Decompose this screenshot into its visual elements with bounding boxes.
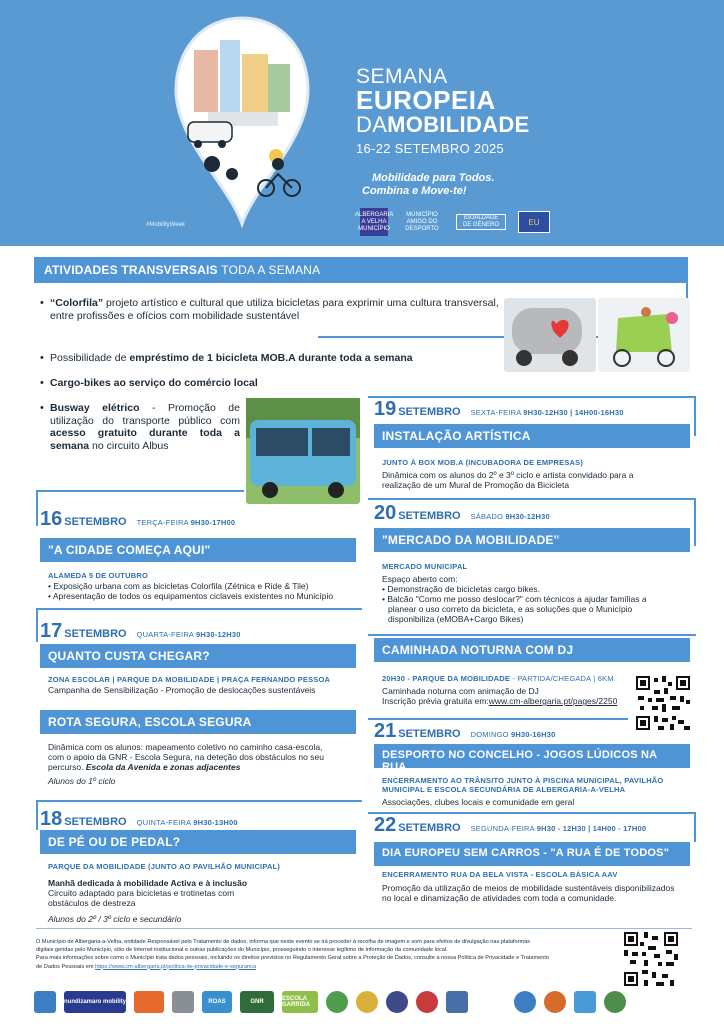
tricycle-photo xyxy=(598,298,690,372)
nundizamaro-logo: nundizamaro mobility xyxy=(64,991,126,1013)
title-line1: SEMANA xyxy=(356,65,448,88)
walk-qr-code[interactable] xyxy=(634,674,692,732)
divider xyxy=(36,608,362,610)
colorfila-bike-photo xyxy=(504,298,596,372)
privacy-notice: O Município de Albergaria-a-Velha, entidade Responsável pelo Tratamento de dados, informa que neste evento se irá proceder à recolha de imagem e som para efeitos de divulgação nas plataformas digitais geridas pelo Município, sítio de Internet institucional e outras publicações do Município, prosseguindo o interesse legítimo de informação da comunidade local. Para mais informações sobre como o Município trata dados pessoais, incluindo os direitos previstos no Regulamento Geral sobre a Proteção de Dados, consulte a nossa Política de Privacidade e Tratamento de Dados Pessoais em https://www.cm-albergaria.pt/politica-de-privacidade-e-seguranca xyxy=(36,939,550,970)
day18-description: Manhã dedicada à mobilidade Activa e à inclusão Circuito adaptado para bicicletas e trotinetas com obstáculos de destreza Alunos do 2º / 3º ciclo e secundário xyxy=(48,878,248,924)
day18-label: 18 SETEMBRO QUINTA-FEIRA 9H30-13H00 xyxy=(40,808,238,830)
partner-logo xyxy=(514,991,536,1013)
walk-title-bar: CAMINHADA NOTURNA COM DJ xyxy=(374,638,690,662)
day20-title-bar: "MERCADO DA MOBILIDADE" xyxy=(374,528,690,552)
roas-logo: ROAS xyxy=(202,991,232,1013)
partner-logo xyxy=(172,991,194,1013)
list-item: • Cargo-bikes ao serviço do comércio local xyxy=(40,377,258,389)
day16-location: ALAMEDA 5 DE OUTUBRO xyxy=(48,571,148,580)
divider xyxy=(36,490,38,526)
partner-logos-footer xyxy=(34,988,694,1016)
walk-description: Caminhada noturna com animação de DJ Inscrição prévia gratuita em:www.cm-albergaria.pt/pages/2250 xyxy=(382,686,618,706)
day17-title-bar: QUANTO CUSTA CHEGAR? xyxy=(40,644,356,668)
divider xyxy=(368,498,696,500)
slogan: Mobilidade para Todos. Combina e Move-te! xyxy=(362,172,495,197)
divider xyxy=(694,498,696,546)
rota-segura-title-bar: ROTA SEGURA, ESCOLA SEGURA xyxy=(40,710,356,734)
day19-title-bar: INSTALAÇÃO ARTÍSTICA xyxy=(374,424,690,448)
transversal-heading: ATIVIDADES TRANSVERSAIS TODA A SEMANA xyxy=(0,257,724,283)
albergaria-crest-logo xyxy=(34,991,56,1013)
day19-location: JUNTO À BOX MOB.A (INCUBADORA DE EMPRESAS) xyxy=(382,458,584,467)
day22-description: Promoção da utilização de meios de mobilidade sustentáveis disponibilizados no local e dinamização de atividades com toda a comunidade. xyxy=(382,883,675,903)
day17-label: 17 SETEMBRO QUARTA-FEIRA 9H30-12H30 xyxy=(40,620,241,642)
divider xyxy=(368,634,696,636)
electric-bus-photo xyxy=(246,398,360,504)
eu-flag-logo: EU xyxy=(518,211,550,233)
location-pin-illustration xyxy=(168,14,316,228)
divider xyxy=(36,800,38,830)
walk-location: 20H30 - PARQUE DA MOBILIDADE - PARTIDA/CHEGADA | 6KM xyxy=(382,674,614,683)
divider xyxy=(36,928,692,929)
event-dates: 16-22 SETEMBRO 2025 xyxy=(356,141,505,156)
divider xyxy=(694,396,696,436)
day22-title-bar: DIA EUROPEU SEM CARROS - "A RUA É DE TODOS" xyxy=(374,842,690,866)
day16-title-bar: "A CIDADE COMEÇA AQUI" xyxy=(40,538,356,562)
day20-location: MERCADO MUNICIPAL xyxy=(382,562,468,571)
partner-logo xyxy=(134,991,164,1013)
day17-location: ZONA ESCOLAR | PARQUE DA MOBILIDADE | PRAÇA FERNANDO PESSOA xyxy=(48,675,331,684)
divider xyxy=(36,608,38,642)
footer-qr-code[interactable] xyxy=(622,930,680,988)
municipio-desporto-logo: MUNICÍPIO AMIGO DO DESPORTO xyxy=(405,211,439,232)
divider xyxy=(36,800,362,802)
day18-title-bar: DE PÉ OU DE PEDAL? xyxy=(40,830,356,854)
partner-logo xyxy=(356,991,378,1013)
title-line3: DAMOBILIDADE xyxy=(356,112,530,137)
hero-banner xyxy=(0,0,724,246)
divider xyxy=(36,490,244,492)
partner-logos-top xyxy=(355,208,550,236)
albergaria-logo: ALBERGARIA A VELHA MUNICÍPIO xyxy=(360,208,388,236)
partner-logo xyxy=(326,991,348,1013)
partner-logo xyxy=(604,991,626,1013)
escola-garrida-logo: ESCOLA GARRIDA xyxy=(282,991,318,1013)
day22-location: ENCERRAMENTO RUA DA BELA VISTA - ESCOLA BÁSICA AAV xyxy=(382,870,618,879)
rota-segura-description: Dinâmica com os alunos: mapeamento coletivo no caminho casa-escola, com o apoio da GNR - Escola Segura, na deteção dos obstáculos no seu percurso. Escola da Avenida e zonas adjacentes Alunos do 1º ciclo xyxy=(48,742,324,786)
hashtag: #MobilityWeek xyxy=(146,222,185,228)
igualdade-genero-logo: IGUALDADE DE GÉNERO xyxy=(456,214,506,230)
day21-description: Associações, clubes locais e comunidade em geral xyxy=(382,797,575,807)
day22-label: 22 SETEMBRO SEGUNDA-FEIRA 9H30 - 12H30 | 14H00 - 17H00 xyxy=(374,814,647,836)
day21-title-bar: DESPORTO NO CONCELHO - JOGOS LÚDICOS NA RUA xyxy=(374,744,690,768)
partner-logo xyxy=(386,991,408,1013)
day17-description: Campanha de Sensibilização - Promoção de deslocações sustentáveis xyxy=(48,685,316,695)
day18-location: PARQUE DA MOBILIDADE (JUNTO AO PAVILHÃO MUNICIPAL) xyxy=(48,862,281,871)
partner-logo xyxy=(544,991,566,1013)
day21-label: 21 SETEMBRO DOMINGO 9H30-16H30 xyxy=(374,720,556,742)
partner-logo xyxy=(476,991,506,1013)
partner-logo xyxy=(416,991,438,1013)
day20-description: Espaço aberto com: • Demonstração de bicicletas cargo bikes. • Balcão "Como me posso deslocar?" com técnicos a ajudar famílias a planear o uso correto da bicicleta, e as soluções que o Município disponibiliza (eMOBA+Cargo Bikes) xyxy=(382,574,647,624)
title-line2: EUROPEIA xyxy=(356,85,496,115)
day19-description: Dinâmica com os alunos do 2º e 3º ciclo e artista convidado para a realização de um Mural de Promoção da Bicicleta xyxy=(382,470,634,490)
partner-logo xyxy=(446,991,468,1013)
privacy-policy-link[interactable]: https://www.cm-albergaria.pt/politica-de-privacidade-e-seguranca xyxy=(95,963,257,970)
list-item: • Busway elétrico - Promoção de utilização do transporte público com acesso gratuito durante toda a semana no circuito Albus xyxy=(40,402,240,452)
divider xyxy=(694,812,696,842)
registration-link[interactable]: www.cm-albergaria.pt/pages/2250 xyxy=(488,696,618,706)
partner-logo xyxy=(574,991,596,1013)
list-item: • Possibilidade de empréstimo de 1 bicicleta MOB.A durante toda a semana xyxy=(40,352,413,364)
event-title xyxy=(356,66,530,156)
day16-description: • Exposição urbana com as bicicletas Colorfila (Zétnica e Ride & Tile) • Apresentação de todos os equipamentos ciclaveis existentes no Município xyxy=(48,581,334,601)
gnr-logo: GNR xyxy=(240,991,274,1013)
day19-label: 19 SETEMBRO SEXTA-FEIRA 9H30-12H30 | 14H00-16H30 xyxy=(374,398,624,420)
list-item: • “Colorfila” projeto artístico e cultural que utiliza bicicletas para exprimir uma cultura transversal, entre profissões e ofícios com mobilidade sustentável xyxy=(40,297,499,322)
day20-label: 20 SETEMBRO SÁBADO 9H30-12H30 xyxy=(374,502,550,524)
day21-location: ENCERRAMENTO AO TRÂNSITO JUNTO À PISCINA MUNICIPAL, PAVILHÃO MUNICIPAL E ESCOLA SECUNDÁRIA DE ALBERGARIA-A-VELHA xyxy=(382,776,664,794)
day16-label: 16 SETEMBRO TERÇA-FEIRA 9H30-17H00 xyxy=(40,508,236,530)
